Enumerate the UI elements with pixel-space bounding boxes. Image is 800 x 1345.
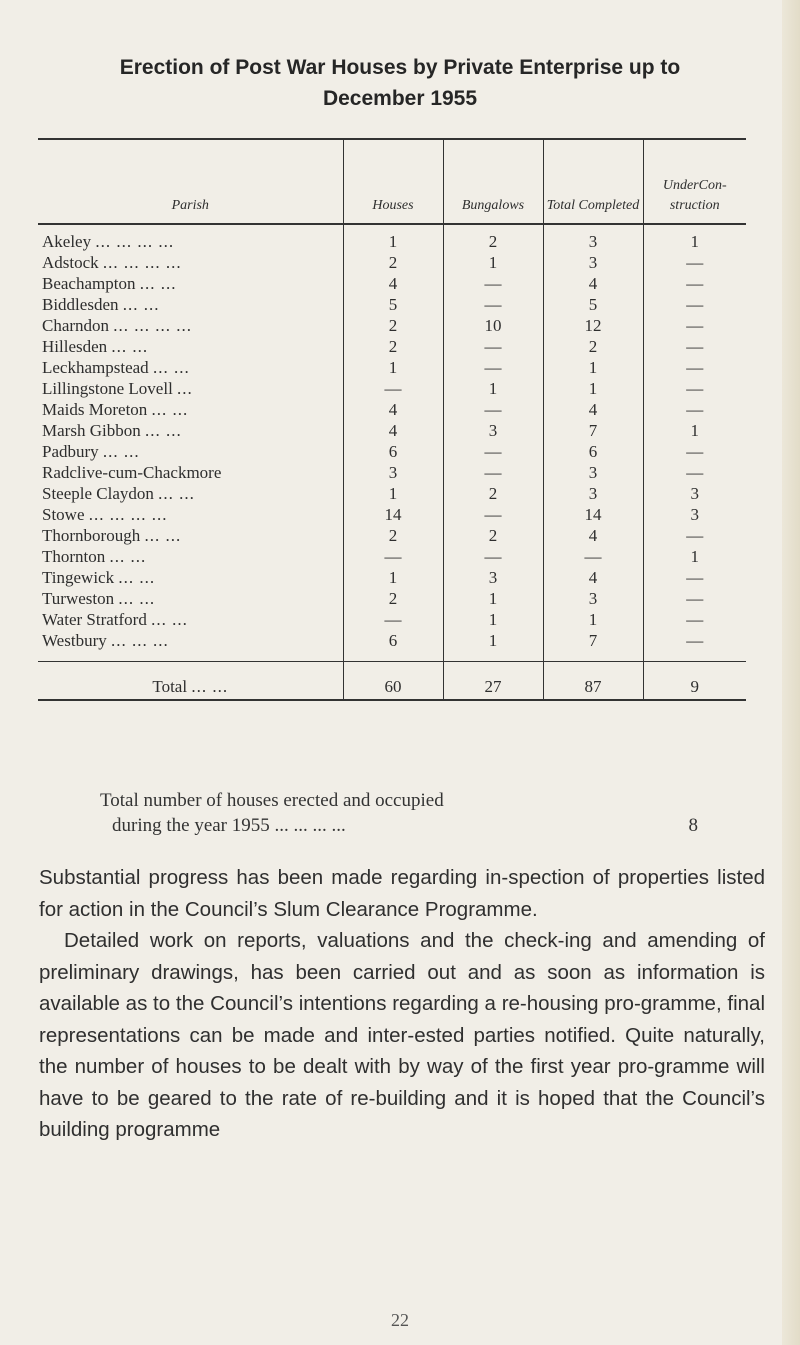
houses-cell: — — [343, 609, 443, 630]
leader-dots: ... ... — [111, 337, 149, 356]
parish-name: Radclive-cum-Chackmore — [42, 463, 222, 482]
parish-cell — [38, 273, 343, 294]
houses-cell: 2 — [343, 588, 443, 609]
bungalows-cell: 3 — [443, 567, 543, 588]
houses-cell: 2 — [343, 525, 443, 546]
under-construction-cell: — — [643, 567, 746, 588]
bungalows-cell: 1 — [443, 588, 543, 609]
parish-cell — [38, 378, 343, 399]
leader-dots: ... ... ... ... — [88, 505, 168, 524]
leader-dots: ... ... — [139, 274, 177, 293]
parish-name: Beachampton — [42, 274, 136, 293]
under-construction-cell: — — [643, 399, 746, 420]
under-construction-cell: — — [643, 462, 746, 483]
summary-value: 8 — [688, 815, 698, 836]
parish-name: Turweston — [42, 589, 115, 608]
parish-cell — [38, 504, 343, 525]
bungalows-cell: 3 — [443, 420, 543, 441]
title-line-2: December 1955 — [322, 87, 478, 110]
houses-cell: 6 — [343, 630, 443, 662]
bungalows-cell: 2 — [443, 224, 543, 252]
houses-cell: — — [343, 378, 443, 399]
houses-cell: — — [343, 546, 443, 567]
paragraph: Detailed work on reports, valuations and the check-ing and amending of preliminary drawings, has been carried out and as soon as information is available as to the Council’s intentions regarding a re-housing pro-gramme, final representations can be made and inter-ested parties notified. Quite naturally, the number of houses to be dealt with by way of the first year pro-gramme will have to be geared to the rate of re-building and it is hoped that the Council’s building programme — [39, 929, 765, 1141]
table-row — [38, 294, 746, 315]
parish-name: Lillingstone Lovell — [42, 379, 173, 398]
houses-cell: 1 — [343, 224, 443, 252]
parish-name: Steeple Claydon — [42, 484, 154, 503]
table-row — [38, 315, 746, 336]
bungalows-cell: 1 — [443, 630, 543, 662]
bungalows-cell: — — [443, 357, 543, 378]
table-row — [38, 546, 746, 567]
table-row — [38, 420, 746, 441]
bungalows-cell: 2 — [443, 483, 543, 504]
total-under-construction: 9 — [643, 662, 746, 701]
parish-cell — [38, 441, 343, 462]
table-row — [38, 504, 746, 525]
total-completed-cell: 12 — [543, 315, 643, 336]
total-completed-cell: 6 — [543, 441, 643, 462]
table-row — [38, 525, 746, 546]
total-completed-cell: 7 — [543, 420, 643, 441]
parish-name: Padbury — [42, 442, 99, 461]
parish-name: Water Stratford — [42, 610, 147, 629]
under-construction-cell: — — [643, 588, 746, 609]
parish-name: Westbury — [42, 631, 107, 650]
houses-cell: 4 — [343, 399, 443, 420]
table-total-row — [38, 662, 746, 701]
parish-cell — [38, 252, 343, 273]
bungalows-cell: 1 — [443, 252, 543, 273]
houses-cell: 3 — [343, 462, 443, 483]
leader-dots: ... ... ... ... — [95, 232, 175, 251]
leader-dots: ... ... — [152, 358, 190, 377]
houses-cell: 4 — [343, 273, 443, 294]
under-construction-cell: — — [643, 273, 746, 294]
header-total-completed: Total Completed — [543, 139, 643, 224]
houses-cell: 2 — [343, 252, 443, 273]
summary-line-1: Total number of houses erected and occupied — [100, 790, 444, 811]
table-row — [38, 357, 746, 378]
leader-dots: ... ... — [109, 547, 147, 566]
summary-line-2: during the year 1955 ... ... ... ... — [112, 815, 346, 836]
parish-name: Akeley — [42, 232, 92, 251]
paragraph: Substantial progress has been made regarding in-spection of properties listed for action in the Council’s Slum Clearance Programme. — [39, 866, 765, 921]
bungalows-cell: — — [443, 399, 543, 420]
table-row — [38, 273, 746, 294]
parish-name: Maids Moreton — [42, 400, 148, 419]
total-label: Total — [152, 677, 188, 696]
parish-cell — [38, 399, 343, 420]
leader-dots: ... ... ... ... — [113, 316, 193, 335]
parish-cell — [38, 483, 343, 504]
header-bungalows: Bungalows — [443, 139, 543, 224]
bungalows-cell: 1 — [443, 609, 543, 630]
parish-cell — [38, 420, 343, 441]
bungalows-cell: — — [443, 336, 543, 357]
under-construction-cell: 1 — [643, 546, 746, 567]
total-bungalows: 27 — [443, 662, 543, 701]
parish-name: Marsh Gibbon — [42, 421, 141, 440]
table-row — [38, 378, 746, 399]
leader-dots: ... ... — [151, 610, 188, 629]
page-title — [0, 52, 800, 114]
leader-dots: ... ... — [144, 526, 182, 545]
parish-cell — [38, 336, 343, 357]
leader-dots: ... ... ... ... — [102, 253, 182, 272]
under-construction-cell: 3 — [643, 504, 746, 525]
houses-cell: 1 — [343, 357, 443, 378]
under-construction-cell: — — [643, 441, 746, 462]
parish-cell — [38, 546, 343, 567]
under-construction-cell: — — [643, 630, 746, 662]
houses-cell: 2 — [343, 315, 443, 336]
total-completed-cell: 4 — [543, 567, 643, 588]
parish-cell — [38, 630, 343, 662]
leader-dots: ... ... — [158, 484, 195, 503]
parish-cell — [38, 525, 343, 546]
total-completed-cell: — — [543, 546, 643, 567]
houses-cell: 6 — [343, 441, 443, 462]
bungalows-cell: — — [443, 504, 543, 525]
parish-name: Tingewick — [42, 568, 115, 587]
under-construction-cell: 1 — [643, 420, 746, 441]
bungalows-cell: — — [443, 441, 543, 462]
houses-cell: 2 — [343, 336, 443, 357]
total-completed-cell: 7 — [543, 630, 643, 662]
bungalows-cell: 2 — [443, 525, 543, 546]
leader-dots: ... ... — [118, 589, 156, 608]
houses-cell: 5 — [343, 294, 443, 315]
body-text — [39, 862, 765, 1146]
under-construction-cell: — — [643, 525, 746, 546]
under-construction-cell: — — [643, 378, 746, 399]
total-completed-cell: 4 — [543, 399, 643, 420]
leader-dots: ... — [177, 379, 193, 398]
table-row — [38, 588, 746, 609]
table-row — [38, 336, 746, 357]
total-completed: 87 — [543, 662, 643, 701]
leader-dots: ... ... — [118, 568, 156, 587]
total-houses: 60 — [343, 662, 443, 701]
header-under-construction: UnderCon- struction — [643, 139, 746, 224]
table-row — [38, 567, 746, 588]
total-completed-cell: 1 — [543, 357, 643, 378]
total-completed-cell: 3 — [543, 462, 643, 483]
houses-table — [38, 138, 746, 773]
table-row — [38, 462, 746, 483]
leader-dots: ... ... — [122, 295, 160, 314]
total-completed-cell: 3 — [543, 588, 643, 609]
total-dots: ... ... — [191, 677, 229, 696]
parish-cell — [38, 224, 343, 252]
table-row — [38, 441, 746, 462]
parish-name: Thornborough — [42, 526, 141, 545]
under-construction-cell: 1 — [643, 224, 746, 252]
table-header-row — [38, 139, 746, 224]
bungalows-cell: — — [443, 462, 543, 483]
houses-cell: 14 — [343, 504, 443, 525]
total-completed-cell: 1 — [543, 378, 643, 399]
parish-cell — [38, 588, 343, 609]
leader-dots: ... ... ... — [110, 631, 169, 650]
leader-dots: ... ... — [151, 400, 189, 419]
table-row — [38, 224, 746, 252]
total-completed-cell: 5 — [543, 294, 643, 315]
parish-cell — [38, 462, 343, 483]
houses-cell: 1 — [343, 483, 443, 504]
header-houses: Houses — [343, 139, 443, 224]
parish-name: Stowe — [42, 505, 85, 524]
total-completed-cell: 1 — [543, 609, 643, 630]
parish-name: Leckhampstead — [42, 358, 149, 377]
houses-cell: 4 — [343, 420, 443, 441]
bungalows-cell: — — [443, 294, 543, 315]
total-completed-cell: 2 — [543, 336, 643, 357]
parish-name: Hillesden — [42, 337, 108, 356]
table-row — [38, 609, 746, 630]
under-construction-cell: 3 — [643, 483, 746, 504]
total-completed-cell: 4 — [543, 525, 643, 546]
summary-note — [100, 788, 720, 838]
page-edge — [782, 0, 800, 1345]
leader-dots: ... ... — [144, 421, 182, 440]
bungalows-cell: 10 — [443, 315, 543, 336]
total-completed-cell: 3 — [543, 483, 643, 504]
parish-name: Adstock — [42, 253, 99, 272]
under-construction-cell: — — [643, 315, 746, 336]
parish-cell — [38, 294, 343, 315]
parish-name: Thornton — [42, 547, 106, 566]
parish-name: Biddlesden — [42, 295, 119, 314]
under-construction-cell: — — [643, 336, 746, 357]
bungalows-cell: — — [443, 546, 543, 567]
header-parish: Parish — [38, 139, 343, 224]
total-completed-cell: 4 — [543, 273, 643, 294]
total-completed-cell: 3 — [543, 224, 643, 252]
under-construction-cell: — — [643, 357, 746, 378]
title-line-1: Erection of Post War Houses by Private Enterprise up to — [119, 56, 681, 79]
parish-cell — [38, 357, 343, 378]
bungalows-cell: 1 — [443, 378, 543, 399]
parish-cell — [38, 567, 343, 588]
total-label-cell — [38, 662, 343, 701]
parish-cell — [38, 315, 343, 336]
table-row — [38, 252, 746, 273]
total-completed-cell: 3 — [543, 252, 643, 273]
under-construction-cell: — — [643, 252, 746, 273]
under-construction-cell: — — [643, 294, 746, 315]
total-completed-cell: 14 — [543, 504, 643, 525]
table-row — [38, 483, 746, 504]
under-construction-cell: — — [643, 609, 746, 630]
parish-name: Charndon — [42, 316, 110, 335]
page-number: 22 — [391, 1310, 409, 1330]
table-row — [38, 399, 746, 420]
table-row — [38, 630, 746, 662]
parish-cell — [38, 609, 343, 630]
houses-cell: 1 — [343, 567, 443, 588]
leader-dots: ... ... — [102, 442, 140, 461]
bungalows-cell: — — [443, 273, 543, 294]
